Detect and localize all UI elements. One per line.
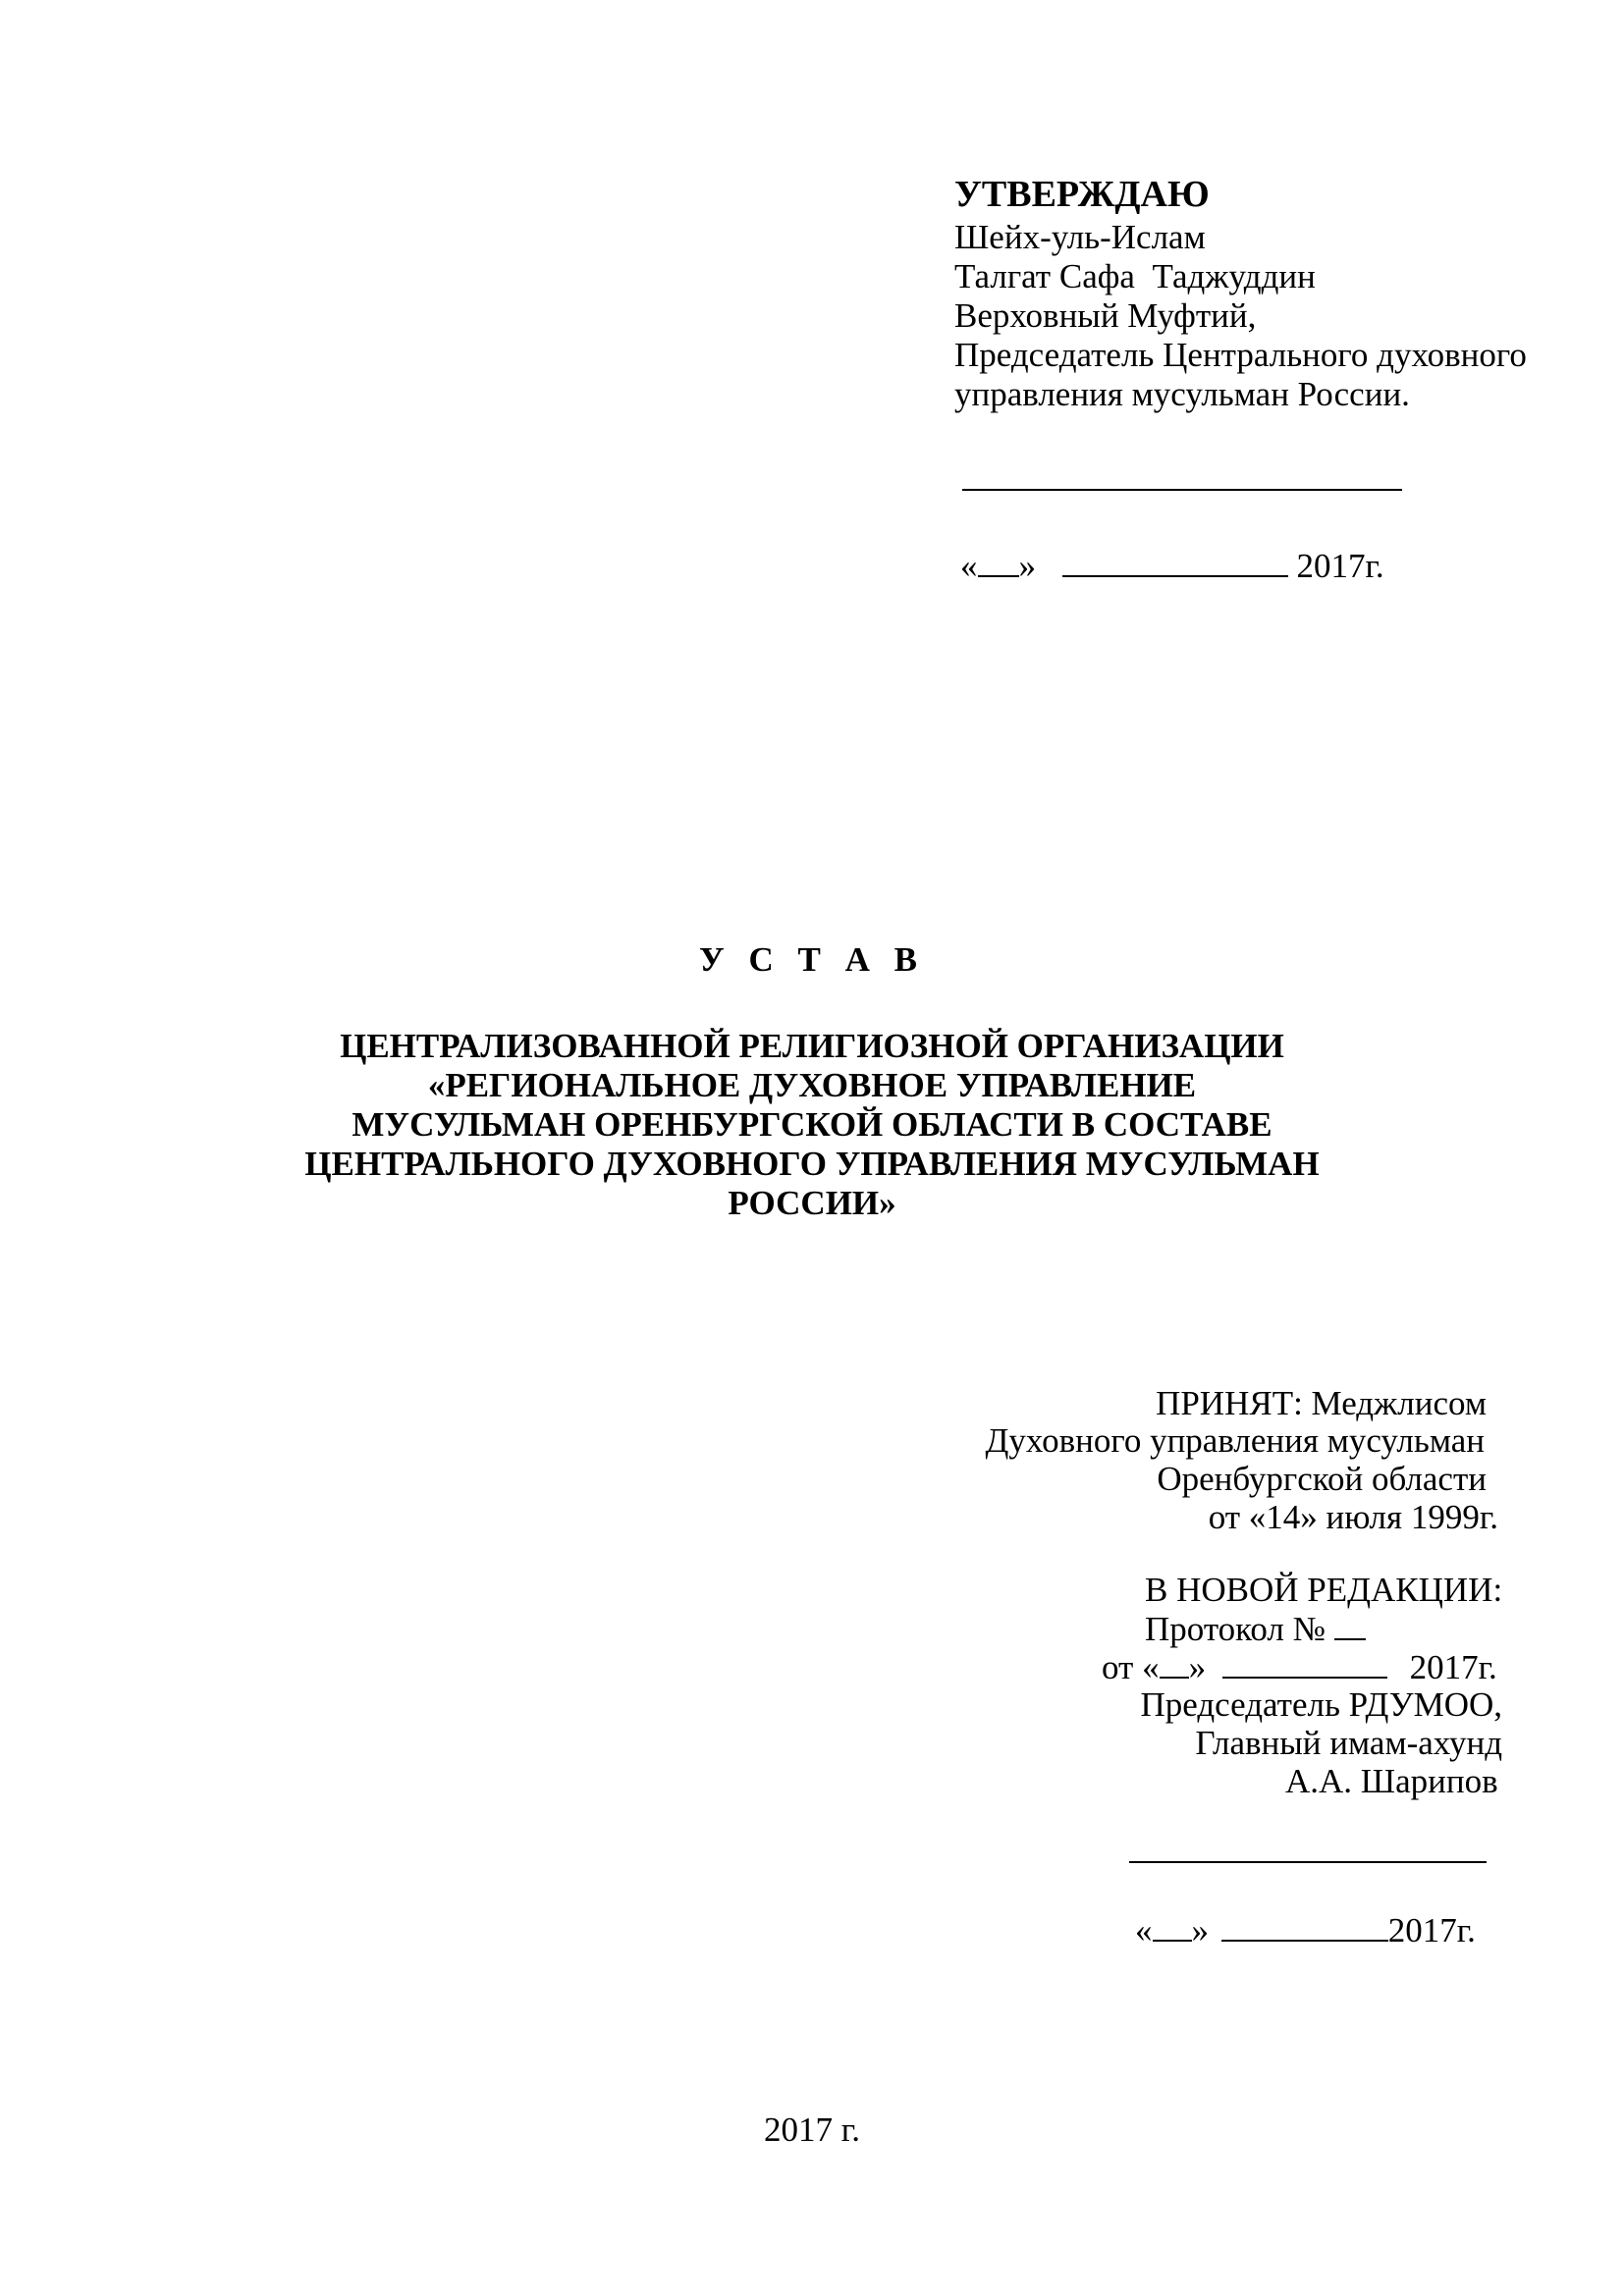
revision-date-mid: » — [1188, 1648, 1207, 1686]
revision-imam: Главный имам-ахунд — [1195, 1724, 1502, 1762]
approve-line-1: Шейх-уль-Ислам — [954, 218, 1206, 256]
revision-date-line — [1102, 1647, 1497, 1687]
approve-day-blank — [978, 546, 1019, 577]
revision-sign-close: » — [1191, 1911, 1209, 1949]
protocol-line — [1145, 1609, 1366, 1649]
revision-sign-open: « — [1135, 1911, 1153, 1949]
title-line-4: ЦЕНТРАЛЬНОГО ДУХОВНОГО УПРАВЛЕНИЯ МУСУЛЬМАН — [304, 1145, 1320, 1183]
document-type-heading: У С Т А В — [699, 940, 925, 979]
accepted-line-2: Духовного управления мусульман — [985, 1421, 1485, 1460]
approve-date-line — [960, 546, 1384, 586]
approve-date-year: 2017г. — [1296, 547, 1384, 585]
title-line-1: ЦЕНТРАЛИЗОВАННОЙ РЕЛИГИОЗНОЙ ОРГАНИЗАЦИИ — [340, 1027, 1284, 1065]
title-line-2: «РЕГИОНАЛЬНОЕ ДУХОВНОЕ УПРАВЛЕНИЕ — [427, 1066, 1197, 1104]
protocol-number-blank — [1334, 1609, 1366, 1640]
revision-date-year: 2017г. — [1409, 1648, 1497, 1686]
revision-day-blank — [1160, 1647, 1189, 1679]
approve-line-4: Председатель Центрального духовного — [954, 336, 1527, 374]
revision-chair: Председатель РДУМОО, — [1140, 1685, 1502, 1724]
protocol-label: Протокол № — [1145, 1610, 1326, 1648]
revision-signature-line — [1129, 1861, 1487, 1863]
approve-date-open: « — [960, 547, 978, 585]
approve-date-close: » — [1018, 547, 1036, 585]
organization-title — [196, 1027, 1428, 1223]
title-line-5: РОССИИ» — [728, 1184, 896, 1222]
revision-name: А.А. Шарипов — [1285, 1762, 1498, 1800]
accepted-line-1: ПРИНЯТ: Меджлисом — [1156, 1384, 1487, 1422]
approve-line-5: управления мусульман России. — [954, 375, 1410, 413]
revision-month-blank — [1222, 1647, 1387, 1679]
approve-month-blank — [1062, 546, 1288, 577]
footer-year: 2017 г. — [764, 2110, 860, 2149]
revision-sign-day-blank — [1153, 1910, 1192, 1942]
revision-sign-month-blank — [1221, 1910, 1388, 1942]
revision-sign-date-line — [1135, 1910, 1476, 1950]
revision-heading: В НОВОЙ РЕДАКЦИИ: — [1145, 1571, 1503, 1609]
revision-sign-year: 2017г. — [1387, 1911, 1476, 1949]
accepted-line-4: от «14» июля 1999г. — [1208, 1498, 1498, 1536]
approve-heading: УТВЕРЖДАЮ — [954, 174, 1210, 215]
revision-date-prefix: от « — [1102, 1648, 1160, 1686]
approve-line-3: Верховный Муфтий, — [954, 296, 1257, 335]
title-line-3: МУСУЛЬМАН ОРЕНБУРГСКОЙ ОБЛАСТИ В СОСТАВЕ — [352, 1105, 1272, 1144]
approve-signature-line — [962, 489, 1402, 491]
accepted-line-3: Оренбургской области — [1157, 1460, 1487, 1498]
approve-line-2: Талгат Сафа Таджуддин — [954, 257, 1316, 295]
approval-block — [954, 171, 1527, 414]
